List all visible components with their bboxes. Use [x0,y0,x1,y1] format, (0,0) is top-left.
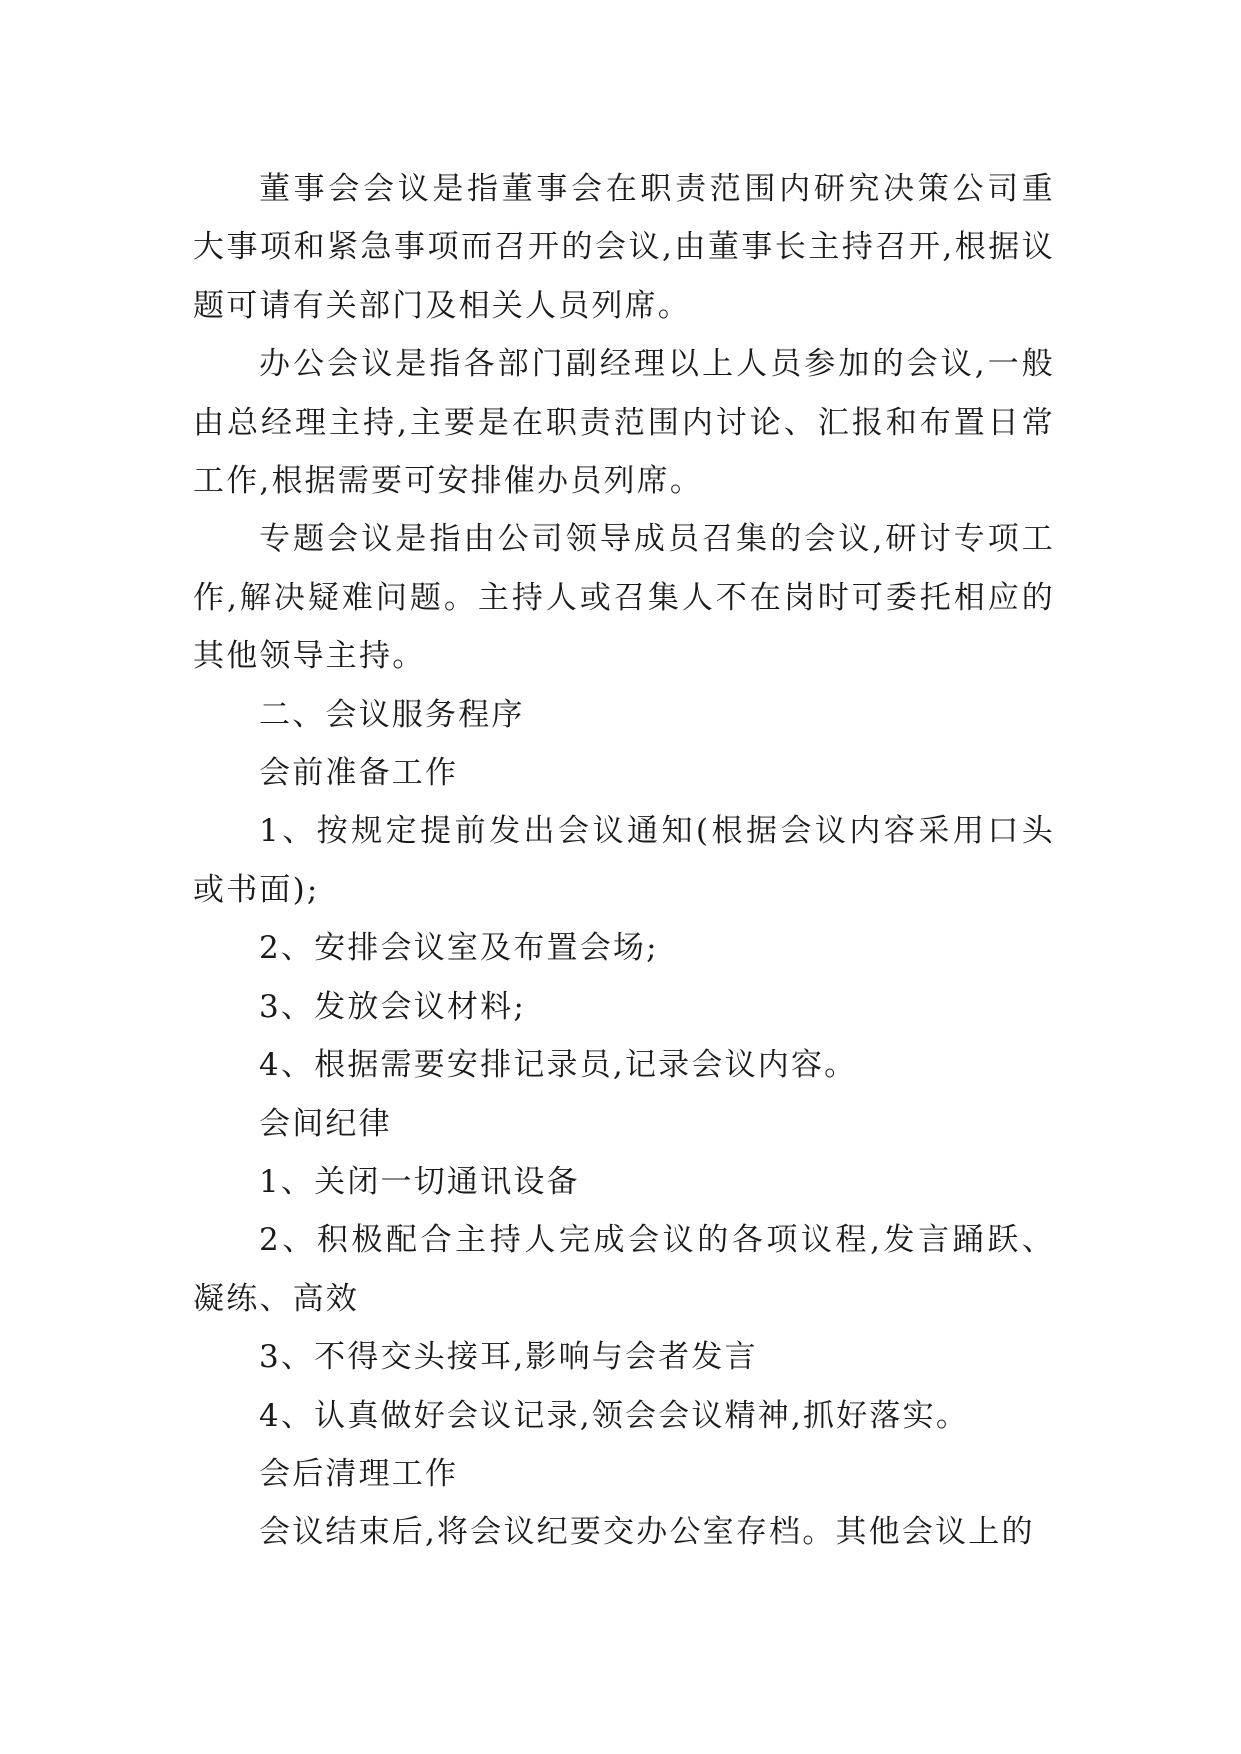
list-item-discipline-1: 1、关闭一切通讯设备 [259,1163,580,1200]
subheading-meeting-discipline: 会间纪律 [259,1105,392,1142]
paragraph-post-meeting: 会议结束后,将会议纪要交办公室存档。其他会议上的 [259,1514,1035,1551]
section-heading-meeting-service: 二、会议服务程序 [259,696,525,733]
subheading-post-meeting: 会后清理工作 [259,1455,459,1492]
document-body [193,160,1055,1562]
subheading-pre-meeting: 会前准备工作 [259,755,459,792]
paragraph-office-meeting: 办公会议是指各部门副经理以上人员参加的会议,一般由总经理主持,主要是在职责范围内讨论、汇报和布置日常工作,根据需要可安排催办员列席。 [193,346,1055,500]
list-item-pre-1: 1、按规定提前发出会议通知(根据会议内容采用口头或书面); [193,813,1055,908]
list-item-discipline-4: 4、认真做好会议记录,领会会议精神,抓好落实。 [259,1397,970,1434]
paragraph-special-meeting: 专题会议是指由公司领导成员召集的会议,研讨专项工作,解决疑难问题。主持人或召集人不在岗时可委托相应的其他领导主持。 [193,521,1055,675]
list-item-pre-2: 2、安排会议室及布置会场; [259,930,659,967]
list-item-discipline-2: 2、积极配合主持人完成会议的各项议程,发言踊跃、凝练、高效 [193,1222,1055,1317]
paragraph-board-meeting: 董事会会议是指董事会在职责范围内研究决策公司重大事项和紧急事项而召开的会议,由董事长主持召开,根据议题可请有关部门及相关人员列席。 [193,171,1055,324]
list-item-pre-3: 3、发放会议材料; [259,988,526,1025]
list-item-pre-4: 4、根据需要安排记录员,记录会议内容。 [259,1047,858,1084]
list-item-discipline-3: 3、不得交头接耳,影响与会者发言 [259,1339,758,1376]
